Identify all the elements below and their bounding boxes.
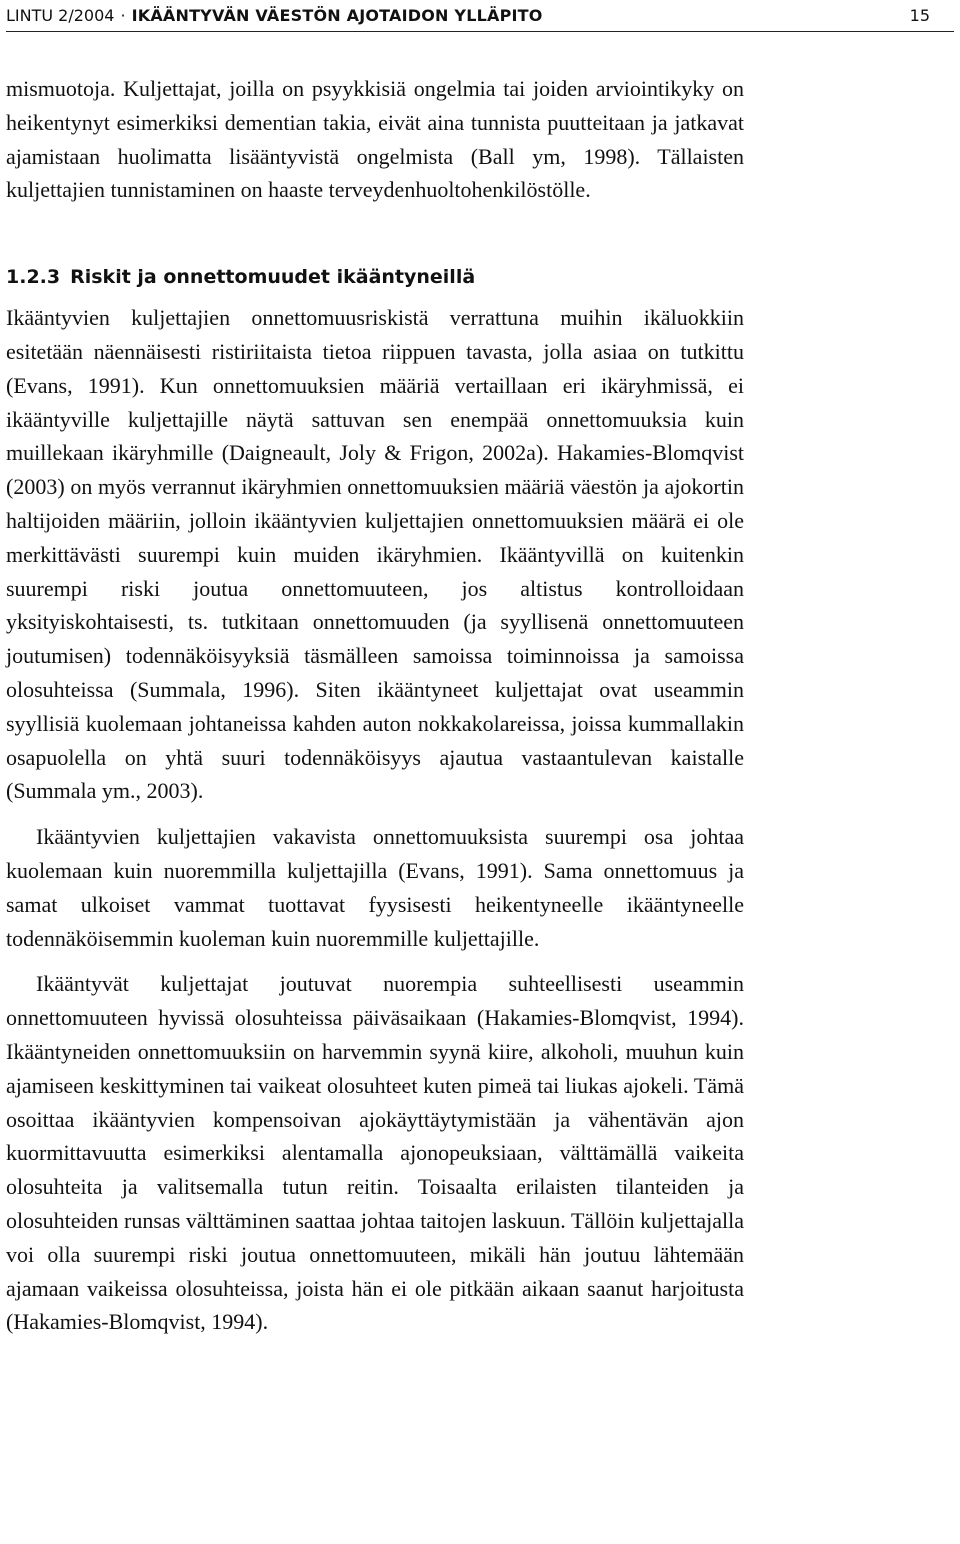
page-number: 15 (909, 6, 930, 25)
section-number: 1.2.3 (6, 266, 61, 289)
running-header (6, 4, 954, 32)
paragraph-continued: mismuotoja. Kuljettajat, joilla on psyykkisiä ongelmia tai joiden arviointikyky on heikentynyt esimerkiksi dementian takia, eivät aina tunnista puutteitaan ja jatkavat ajamistaan huolimatta lisääntyvistä ongelmista (Ball ym, 1998). Tällaisten kuljettajien tunnistaminen on haaste terveydenhuoltohenkilöstölle. (6, 76, 744, 203)
running-header-left (6, 6, 543, 26)
paragraph: Ikääntyvät kuljettajat joutuvat nuorempia suhteellisesti useammin onnettomuuteen hyvissä olosuhteissa päiväsaikaan (Hakamies-Blomqvist, 1994). Ikääntyneiden onnettomuuksiin on harvemmin syynä kiire, alkoholi, muuhun kuin ajamiseen keskittyminen tai vaikeat olosuhteet kuten pimeä tai liukas ajokeli. Tämä osoittaa ikääntyvien kompensoivan ajokäyttäytymistään ja vähentävän ajon kuormittavuutta esimerkiksi alentamalla ajonopeuksiaan, välttämällä vaikeita olosuhteita ja valitsemalla tutun reitin. Toisaalta erilaisten tilanteiden ja olosuhteiden runsas välttäminen saattaa johtaa taitojen laskuun. Tällöin kuljettajalla voi olla suurempi riski joutua onnettomuuteen, mikäli hän joutuu lähtemään ajamaan vaikeissa olosuhteissa, joista hän ei ole pitkään aikaan saanut harjoitusta (Hakamies-Blomqvist, 1994). (6, 971, 744, 1335)
paragraph: Ikääntyvien kuljettajien vakavista onnettomuuksista suurempi osa johtaa kuolemaan kuin nuoremmilla kuljettajilla (Evans, 1991). Sama onnettomuus ja samat ulkoiset vammat tuottavat fyysisesti heikentyneelle ikääntyneelle todennäköisemmin kuoleman kuin nuoremmille kuljettajille. (6, 824, 744, 951)
header-separator: · (120, 6, 126, 25)
section-heading (6, 265, 744, 289)
paragraph: Ikääntyvien kuljettajien onnettomuusriskistä verrattuna muihin ikäluokkiin esitetään näennäisesti ristiriitaista tietoa riippuen tavasta, jolla asiaa on tutkittu (Evans, 1991). Kun onnettomuuksien määriä vertaillaan eri ikäryhmissä, ei ikääntyville kuljettajille näytä sattuvan sen enempää onnettomuuksia kuin muillekaan ikäryhmille (Daigneault, Joly & Frigon, 2002a). Hakamies-Blomqvist (2003) on myös verrannut ikäryhmien onnettomuuksien määriä väestön ja ajokortin haltijoiden määriin, jolloin ikääntyvien kuljettajien onnettomuuksien määrä ei ole merkittävästi suurempi kuin muiden ikäryhmien. Ikääntyvillä on kuitenkin suurempi riski joutua onnettomuuteen, jos altistus kontrolloidaan yksityiskohtaisesti, ts. tutkitaan onnettomuuden (ja syyllisenä onnettomuuteen joutumisen) todennäköisyyksiä täsmälleen samoissa toiminnoissa ja samoissa olosuhteissa (Summala, 1996). Siten ikääntyneet kuljettajat ovat useammin syyllisiä kuolemaan johtaneissa kahden auton nokkakolareissa, joissa kummallakin osapuolella on yhtä suuri todennäköisyys ajautua vastaantulevan kaistalle (Summala ym., 2003). (6, 305, 744, 804)
header-rule (6, 31, 954, 32)
running-title: IKÄÄNTYVÄN VÄESTÖN AJOTAIDON YLLÄPITO (131, 6, 543, 25)
section-title: Riskit ja onnettomuudet ikääntyneillä (70, 266, 476, 289)
body-text (6, 72, 744, 1339)
journal-issue: LINTU 2/2004 (6, 6, 115, 25)
